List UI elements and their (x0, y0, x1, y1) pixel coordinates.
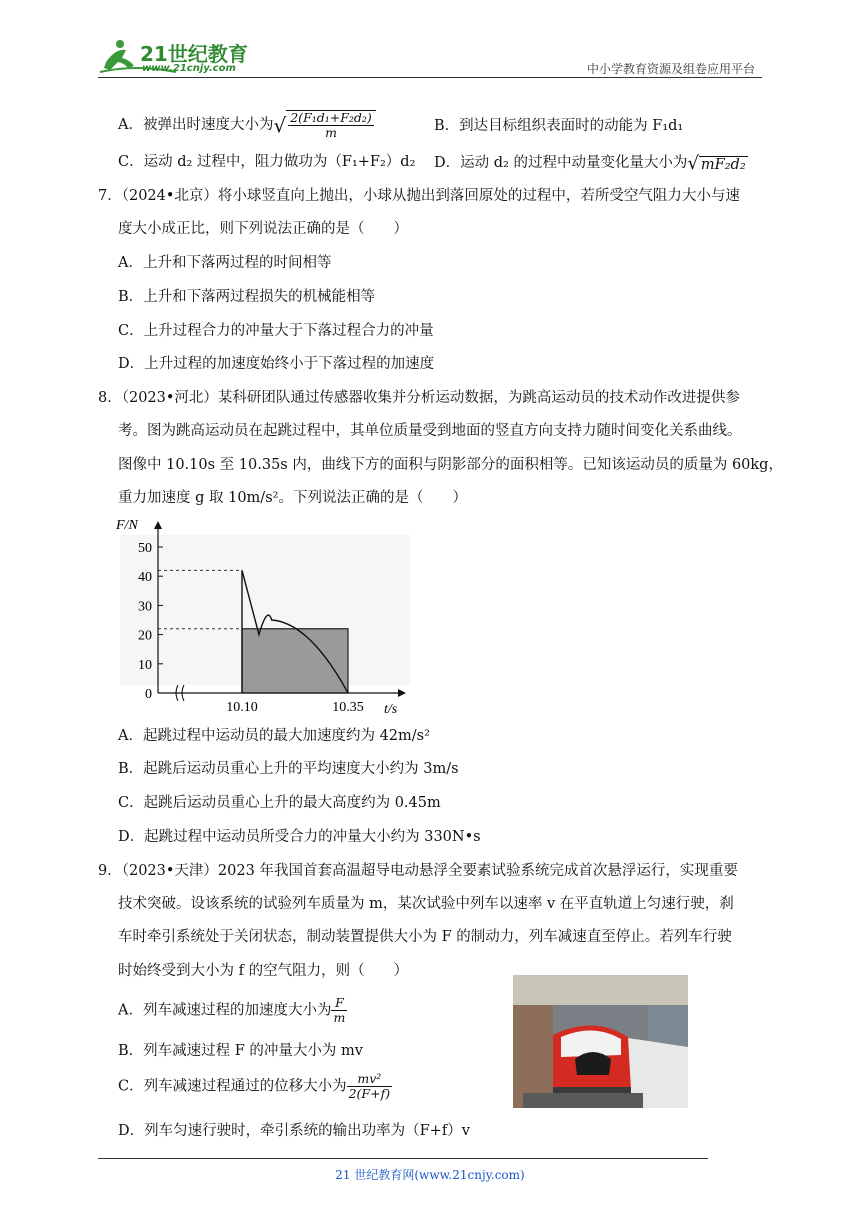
y-tick-label-20: 20 (138, 628, 152, 644)
x-tick-label-1: 10.35 (332, 700, 364, 715)
platform-label: 中小学教育资源及组卷应用平台 (586, 62, 755, 76)
q8-stem-line2: 考。图为跳高运动员在起跳过程中，其单位质量受到地面的竖直方向支持力随时间变化关系曲线。 (118, 423, 742, 439)
q9-option-d: D．列车匀速行驶时，牵引系统的输出功率为（F+f）v (118, 1123, 470, 1139)
header-divider (98, 77, 762, 78)
q7-option-a: A．上升和下落两过程的时间相等 (118, 255, 332, 271)
q9-stem-line1: 9．（2023•天津）2023 年我国首套高温超导电动悬浮全要素试验系统完成首次悬浮运行，实现重要 (98, 863, 738, 879)
x-axis-label: t/s (384, 702, 398, 717)
q9-option-b: B．列车减速过程 F 的冲量大小为 mv (118, 1043, 363, 1059)
q7-option-c: C．上升过程合力的冲量大于下落过程合力的冲量 (118, 323, 434, 339)
q9-stem-line2: 技术突破。设该系统的试验列车质量为 m，某次试验中列车以速率 v 在平直轨道上匀速行驶，刹 (118, 896, 734, 912)
q6-option-d: D．运动 d₂ 的过程中动量变化量大小为√ mF₂d₂ (434, 152, 746, 174)
q6-option-a: A．被弹出时速度大小为√ $\frac{\text{2(F₁d₁+F₂d₂)}}{m}$ (118, 110, 376, 140)
q7-stem-line1: 7．（2024•北京）将小球竖直向上抛出，小球从抛出到落回原处的过程中，若所受空气阻力大小与速 (98, 188, 740, 204)
q8-option-c: C．起跳后运动员重心上升的最大高度约为 0.45m (118, 795, 441, 811)
footer-link[interactable]: 21 世纪教育网(www.21cnjy.com) (335, 1168, 525, 1182)
x-axis-arrow (398, 689, 406, 697)
footer-divider (98, 1158, 708, 1159)
q6-option-b: B．到达目标组织表面时的动能为 F₁d₁ (434, 118, 684, 134)
shaded-area (242, 629, 348, 693)
q8-option-a: A．起跳过程中运动员的最大加速度约为 42m/s² (118, 728, 430, 744)
q7-option-b: B．上升和下落两过程损失的机械能相等 (118, 289, 376, 305)
y-tick-label-0: 0 (145, 687, 152, 702)
maglev-train-photo (513, 975, 688, 1108)
q9-stem-line3: 车时牵引系统处于关闭状态，制动装置提供大小为 F 的制动力，列车减速直至停止。若列车行驶 (118, 929, 732, 945)
q8-option-b: B．起跳后运动员重心上升的平均速度大小约为 3m/s (118, 761, 459, 777)
x-tick-label-0: 10.10 (226, 700, 258, 715)
q7-stem-line2: 度大小成正比，则下列说法正确的是（ ） (118, 221, 408, 237)
q8-option-d: D．起跳过程中运动员所受合力的冲量大小约为 330N•s (118, 829, 481, 845)
y-axis-arrow (154, 521, 162, 529)
logo-url: www.21cnjy.com (142, 63, 236, 74)
force-time-chart (112, 515, 412, 720)
logo (96, 36, 266, 78)
y-tick-label-10: 10 (138, 657, 152, 673)
q6-option-c: C．运动 d₂ 过程中，阻力做功为（F₁+F₂）d₂ (118, 154, 416, 170)
q9-option-c: C．列车减速过程通过的位移大小为 $\frac{\text{mv²}}{2(F+f)}$ (118, 1071, 391, 1101)
q8-stem-line1: 8．（2023•河北）某科研团队通过传感器收集并分析运动数据，为跳高运动员的技术动作改进提供参 (98, 390, 740, 406)
q9-option-a: A．列车减速过程的加速度大小为 $\frac{F}{m}$ (118, 995, 346, 1025)
y-tick-label-40: 40 (138, 570, 152, 586)
y-tick-label-50: 50 (138, 541, 152, 556)
y-axis-label: F/N (116, 518, 138, 533)
q9-stem-line4: 时始终受到大小为 f 的空气阻力，则（ ） (118, 963, 409, 979)
q8-stem-line3: 图像中 10.10s 至 10.35s 内，曲线下方的面积与阴影部分的面积相等。已知该运动员的质量为 60kg， (118, 457, 783, 473)
q8-stem-line4: 重力加速度 g 取 10m/s²。下列说法正确的是（ ） (118, 490, 467, 506)
q7-option-d: D．上升过程的加速度始终小于下落过程的加速度 (118, 356, 435, 372)
logo-text: 21世纪教育 (140, 42, 248, 66)
y-tick-label-30: 30 (138, 599, 152, 615)
